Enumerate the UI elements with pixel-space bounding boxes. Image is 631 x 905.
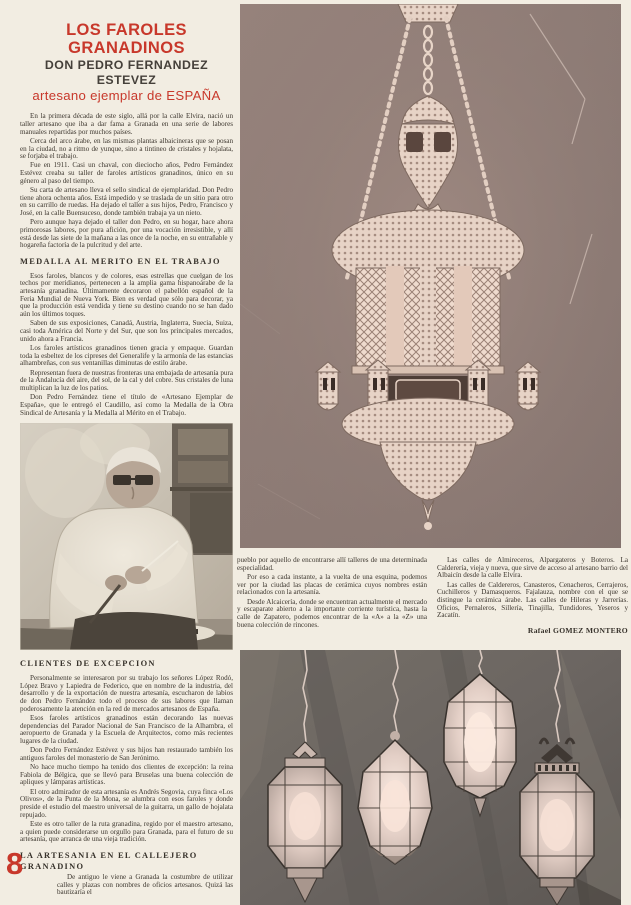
- headline-block: [20, 22, 233, 104]
- paragraph: No hace mucho tiempo ha tenido dos clientes de excepción: la reina Fabiola de Bélgica, que se llevó para Bruselas una buena colección de apliques y lámparas artísticas.: [20, 763, 233, 787]
- paragraph: pueblo por aquello de encontrarse allí talleres de una determinada especialidad.: [237, 556, 427, 572]
- paragraph: Personalmente se interesaron por su trabajo los señores López Rodó, López Bravo y Lapiedra de Federico, que en nombre de la industria, del desarrollo y de la exportación de nuestra artesanía, escucharon de labios de don Pedro Fernández todo el proceso de sus labores que llaman poderosamente la atención en la red de mercados artesanos de España.: [20, 673, 233, 713]
- section-heading-clientes: CLIENTES DE EXCEPCION: [20, 659, 156, 669]
- paragraph: Cerca del arco árabe, en las mismas plantas albaicineras que se posan en la ciudad, no a ritmo de yunque, sino a tintineo de cristales y hojalata, se forjaba el trabajo.: [20, 136, 233, 161]
- paragraph: Don Pedro Fernández Estévez y sus hijos han restaurado también los antiguos faroles del monasterio de San Jerónimo.: [20, 746, 233, 762]
- craftsman-photo: [20, 423, 233, 650]
- article-subtitle: DON PEDRO FERNANDEZ ESTEVEZ: [44, 57, 209, 87]
- paragraph: Esos faroles artísticos granadinos están decorando las nuevas dependencias del Parador Nacional de San Francisco de la Alhambra, el aeropuerto de Granada y la Escuela de Arquitectos, como más recientes lugares de la ciudad.: [20, 713, 233, 745]
- paragraph: El otro admirador de esta artesanía es Andrés Segovia, cuya finca «Los Olivos», de la Punta de la Mona, se alumbra con esos faroles y donde preside el estudio del maestro universal de la guitarra, un gallo de hojalata repujado.: [20, 787, 233, 819]
- paragraph: Por eso a cada instante, a la vuelta de una esquina, podemos ver por la ciudad las placas de cerámica cuyos nombres están relacionados con la artesanía.: [237, 572, 427, 597]
- author-byline: Rafael GOMEZ MONTERO: [527, 626, 628, 636]
- paragraph: Fue en 1911. Casi un chaval, con dieciocho años, Pedro Fernández Estévez creaba su taller de faroles artísticos granadinos, único en su género al paso del tiempo.: [20, 161, 233, 185]
- paragraph: Las calles de Almireceros, Alpargateros y Boteros. La Calderería, vieja y nueva, que sirve de acceso al artesano barrio del Albaicín desde la calle Elvira.: [437, 556, 628, 580]
- paragraph: Representan fuera de nuestras fronteras una embajada de artesanía pura de la Andalucía del aire, del sol, de la cal y del cobre. Sus cristales de luna multiplican la luz de los patios.: [20, 368, 233, 392]
- page-number: 8: [6, 846, 24, 881]
- paragraph: Las calles de Caldereros, Canasteros, Cenacheros, Cerrajeros, Cuchilleros y Damasqueros. Fajalauza, nombre con el que se distingue la cerámica árabe. Las calles de Hileras y Jarrerías. Oficios, Pernaleros, Sillería, Tinajilla, Tundidores, Yeseros y Zacatín.: [437, 580, 628, 620]
- paragraph: Desde Alcaicería, donde se encuentran actualmente el mercado y escaparate abierto a la importante corriente turística, hasta la calle de Zapatero, podemos encontrar de la «A» a la «Z» una buena colección de rincones.: [237, 597, 427, 629]
- paragraph: Su carta de artesano lleva el sello sindical de ejemplaridad. Don Pedro tiene ahora ochenta años. Está impedido y se traslada de un sitio para otro en su carrillo de ruedas. Ha dejado el taller a sus hijos, Pedro, Francisco y José, en la calle Buensuceso, donde también trabaja ya un nieto.: [20, 186, 233, 218]
- paragraph: Don Pedro Fernández tiene el título de «Artesano Ejemplar de España», que le entregó el Caudillo, así como la Medalla de la Obra Sindical de Artesanía y la Medalla al Mérito en el Trabajo.: [20, 393, 233, 417]
- section-heading-callejero: [20, 851, 233, 872]
- paragraph: Este es otro taller de la ruta granadina, regido por el maestro artesano, a quien puede considerarse un orgullo para Granada, para el futuro de su artesanía, que arranca de una vieja tradición.: [20, 819, 233, 844]
- paragraph: Esos faroles, blancos y de colores, esas estrellas que cuelgan de los techos por meridianos, pertenecen a la amplia gama hispanoárabe de la artesanía granadina. Últimamente decoraron el pabellón español de la Feria Mundial de Nueva York. Bien es verdad que sólo para decorar, ya que la producción está vendida y tiene su destino cuando no se han dado aún los últimos toques.: [20, 271, 233, 319]
- paragraph: Saben de sus exposiciones, Canadá, Austria, Inglaterra, Suecia, Suiza, casi toda América del Norte y del Sur, que son los principales mercados, unido ahora a Francia.: [20, 319, 233, 343]
- tail-paragraph-block: [57, 874, 233, 897]
- right-column: [437, 557, 628, 635]
- paragraph: Los faroles artísticos granadinos tienen gracia y empaque. Guardan toda la esbeltez de los cipreses del Generalife y la armonía de las estancias alhambreñas, con sus ventanillas diminutas de estilo árabe.: [20, 343, 233, 368]
- article-subtitle2: artesano ejemplar de ESPAÑA: [32, 88, 221, 104]
- mini-turret: [516, 362, 540, 410]
- paragraph: Pero aunque haya dejado el taller don Pedro, en su hogar, hace ahora primorosas labores, por pura afición, por una vocación irresistible, y allí está desde las siete de la mañana a las once de la noche, en su entrañable y hogareña factoría de la pulcritud y del arte.: [20, 218, 233, 250]
- paragraph: En la primera década de este siglo, allá por la calle Elvira, nació un taller artesano que iba a dar fama a Granada en una serie de labores manuales repartidas por muchos países.: [20, 112, 233, 136]
- glass-lanterns-photo: [240, 650, 621, 905]
- heading-line1: LA ARTESANIA EN EL CALLEJERO: [20, 851, 198, 861]
- mini-turret: [466, 360, 490, 406]
- mini-turret: [366, 360, 390, 406]
- left-column: [20, 22, 233, 899]
- large-lantern-photo: [240, 4, 621, 548]
- paragraph: De antiguo le viene a Granada la costumbre de utilizar calles y plazas con nombres de oficios artesanos. Quizá las bautizaría el: [57, 873, 233, 897]
- section-heading-medalla: MEDALLA AL MERITO EN EL TRABAJO: [20, 257, 221, 267]
- mini-turret: [316, 362, 340, 410]
- middle-column: [237, 557, 427, 631]
- heading-line2: GRANADINO: [20, 861, 85, 871]
- article-title: LOS FAROLES GRANADINOS: [66, 21, 187, 57]
